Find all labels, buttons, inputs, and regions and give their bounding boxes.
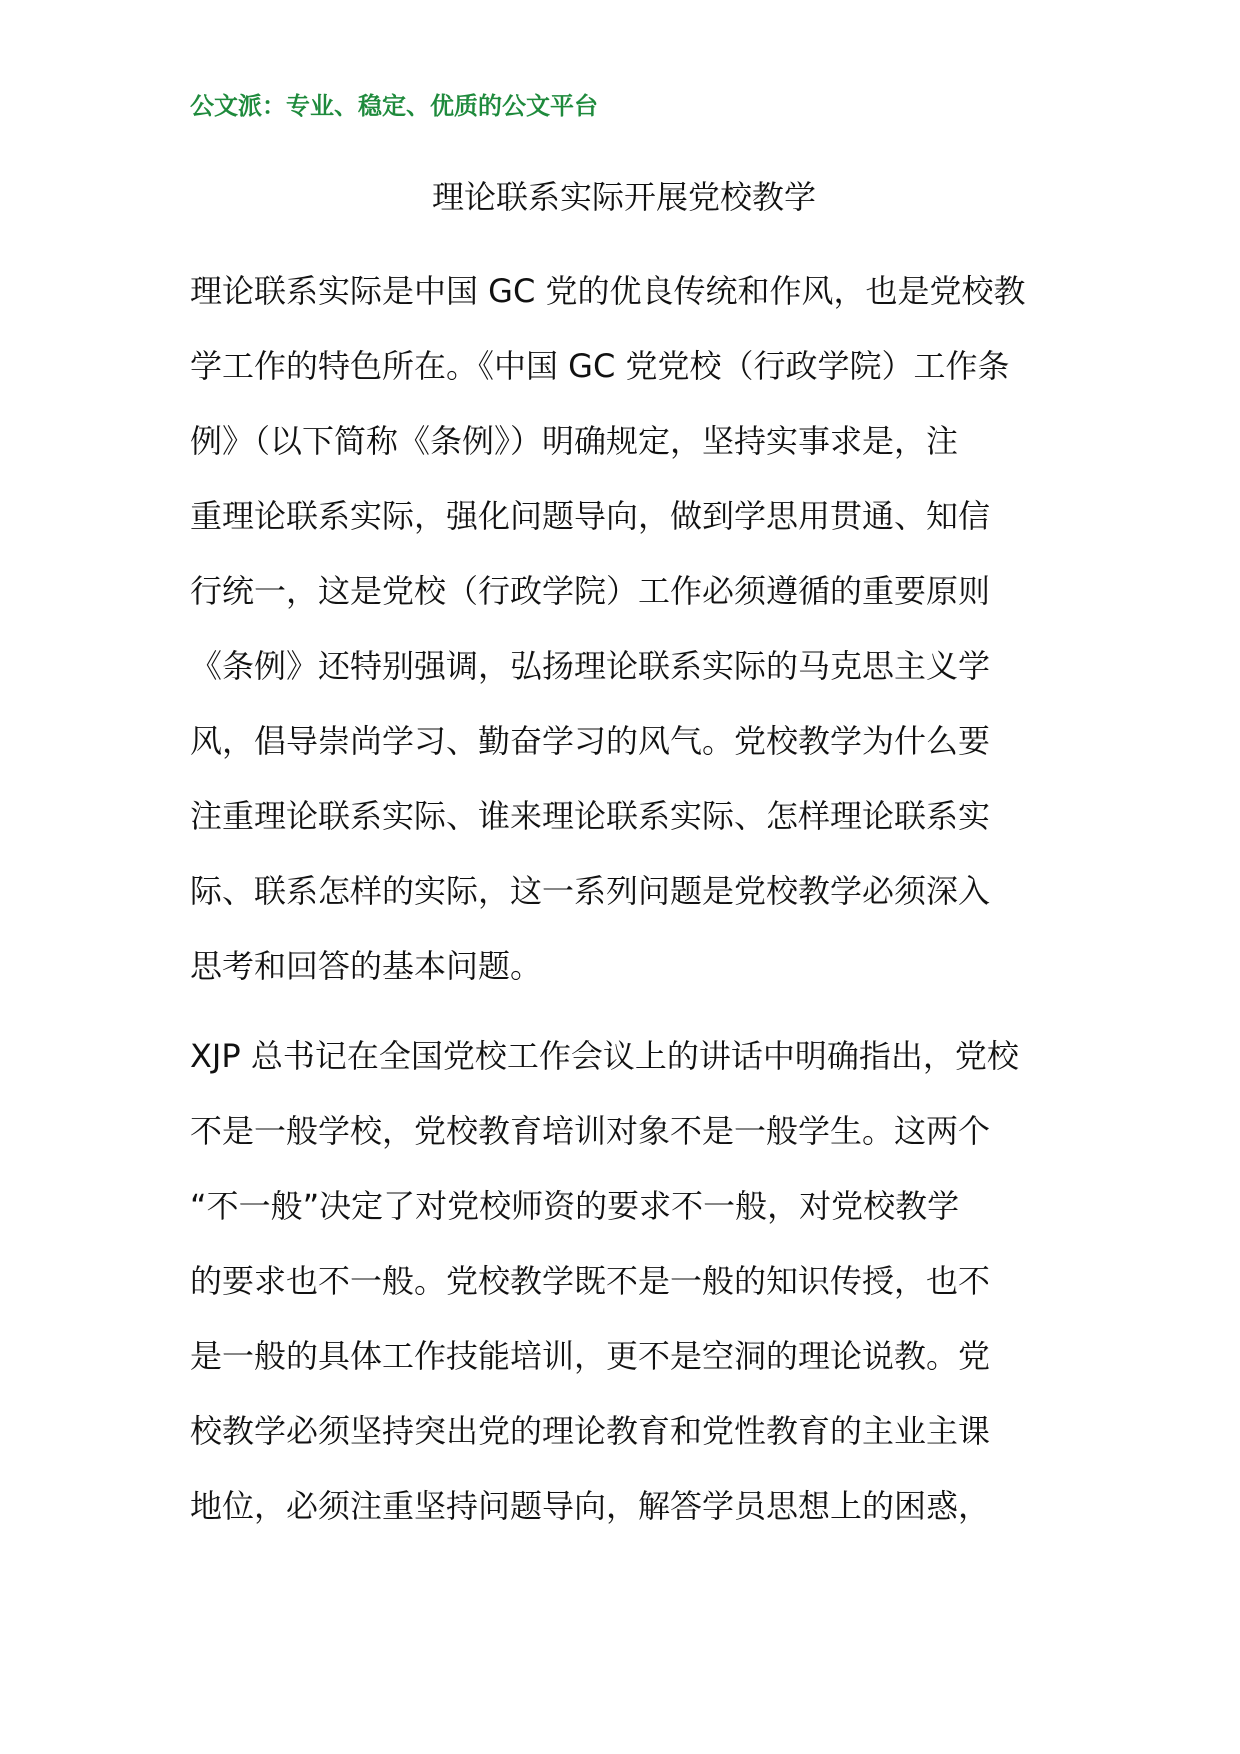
paragraph-line: 际、联系怎样的实际，这一系列问题是党校教学必须深入 [190,872,991,910]
paragraph-line: 思考和回答的基本问题。 [190,947,543,985]
paragraph-line: 注重理论联系实际、谁来理论联系实际、怎样理论联系实 [190,797,991,835]
paragraph-line: 的要求也不一般。党校教学既不是一般的知识传授，也不 [190,1262,991,1300]
paragraph-line: 学工作的特色所在。《中国 GC 党党校（行政学院）工作条 [190,347,1010,385]
paragraph-line: “不一般”决定了对党校师资的要求不一般，对党校教学 [190,1187,960,1225]
paragraph-line: 不是一般学校，党校教育培训对象不是一般学生。这两个 [190,1112,991,1150]
paragraph-line: 是一般的具体工作技能培训，更不是空洞的理论说教。党 [190,1337,991,1375]
paragraph-line: 地位，必须注重坚持问题导向，解答学员思想上的困惑， [190,1487,991,1525]
paragraph-2 [190,1019,1058,1544]
site-header: 公文派：专业、稳定、优质的公文平台 [190,92,598,120]
paragraph-line: 重理论联系实际，强化问题导向，做到学思用贯通、知信 [190,497,991,535]
paragraph-line: 行统一，这是党校（行政学院）工作必须遵循的重要原则 [190,572,991,610]
paragraph-line: XJP 总书记在全国党校工作会议上的讲话中明确指出，党校 [190,1037,1019,1075]
paragraph-line: 《条例》还特别强调，弘扬理论联系实际的马克思主义学 [190,647,991,685]
document-title: 理论联系实际开展党校教学 [431,178,816,216]
paragraph-line: 校教学必须坚持突出党的理论教育和党性教育的主业主课 [190,1412,991,1450]
paragraph-line: 风，倡导崇尚学习、勤奋学习的风气。党校教学为什么要 [190,722,991,760]
paragraph-line: 理论联系实际是中国 GC 党的优良传统和作风，也是党校教 [190,272,1026,310]
paragraph-1 [190,254,1058,1004]
paragraph-line: 例》（以下简称《条例》）明确规定，坚持实事求是，注 [190,422,959,460]
